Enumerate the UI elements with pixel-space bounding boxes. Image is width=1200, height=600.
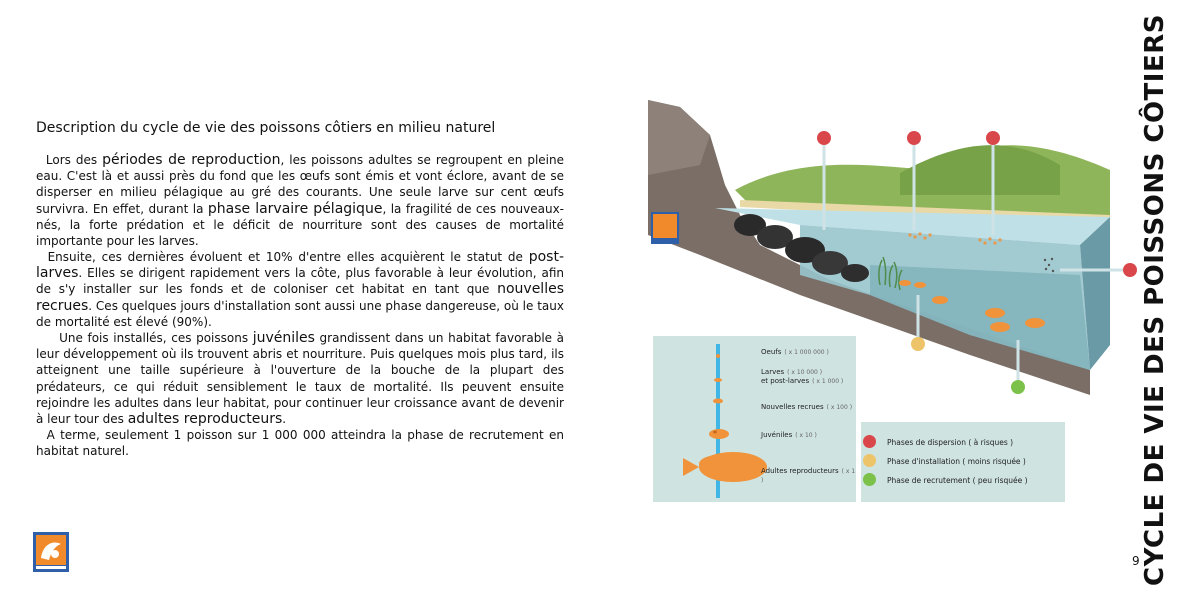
phase-label: Phases de dispersion ( à risques )	[887, 438, 1014, 447]
installation-dot-icon	[863, 454, 876, 467]
text: Lors des	[45, 153, 103, 167]
stage-label: et post-larves	[761, 377, 810, 385]
text: Une fois installés, ces poissons	[59, 331, 253, 345]
stage-label: Nouvelles recrues	[761, 403, 824, 411]
text: , la fragilité de ces nouveaux-nés, la forte prédation et le déficit de nourriture sont des causes de mortalité importante pour les larves.	[36, 201, 565, 249]
text: . Elles se dirigent rapidement vers la côte, plus favorable à leur évolution, afin de s'y installer sur les fonds et de coloniser cet habitat en tant que	[36, 266, 564, 297]
phase-label: Phase d'installation ( moins risquée )	[887, 457, 1026, 466]
text: grandissent dans un habitat favorable à leur développement où ils trouvent abris et nourriture. Puis quelques mois plus tard, ils atteignent une taille supérieure à l'ouverture de la bouche de la plupart des prédateurs, ce qui réduit sensiblement le taux de mortalité. Ils peuvent ensuite rejoindre les adultes dans leur habitat, pour continuer leur croissance avant de devenir à leur tour des	[36, 331, 565, 427]
stage-label: Juvéniles	[761, 431, 793, 439]
keyword-juveniles: juvéniles	[252, 330, 315, 346]
phase-row	[887, 457, 1026, 466]
phase-label: Phase de recrutement ( peu risquée )	[887, 476, 1028, 485]
stage-label: Adultes reproducteurs	[761, 467, 839, 475]
paragraph-reproduction	[36, 152, 564, 249]
recruitment-dot-icon	[863, 473, 876, 486]
paragraph-post-larvae	[36, 249, 564, 330]
stage-multiplier: ( x 1 )	[761, 468, 856, 484]
life-stages-legend	[653, 336, 856, 502]
phase-row	[887, 438, 1013, 447]
stage-multiplier: ( x 10 000 )	[787, 369, 823, 376]
dispersion-dot-icon	[863, 435, 876, 448]
stage-multiplier: ( x 1 000 )	[812, 378, 844, 385]
keyword-adults: adultes reproducteurs	[127, 411, 283, 428]
stage-multiplier: ( x 100 )	[826, 404, 853, 411]
side-title: CYCLE DE VIE DES POISSONS CÔTIERS	[1140, 14, 1170, 586]
paragraph-conclusion	[36, 427, 564, 459]
stage-multiplier: ( x 1 000 000 )	[784, 349, 829, 356]
page-number: 9	[1132, 554, 1140, 568]
keyword-post-larvae: post-larves	[36, 249, 564, 282]
keyword-new-recruits: nouvelles recrues	[36, 281, 564, 314]
text: , les poissons adultes se regroupent en pleine eau. C'est là et aussi près du fond que les œufs sont émis et vont éclore, avant de se disperser en milieu pélagique au gré des courants. Une seule larve sur cent œufs survivra. En effet, durant la	[36, 153, 564, 216]
phase-row	[887, 476, 1028, 485]
stage-label: Oeufs	[761, 348, 782, 356]
stage-multiplier: ( x 10 )	[795, 432, 817, 439]
section-heading: Description du cycle de vie des poissons côtiers en milieu naturel	[36, 120, 496, 136]
text: . Ces quelques jours d'installation sont aussi une phase dangereuse, où le taux de mortalité est élevé (90%).	[36, 298, 564, 329]
publisher-logo	[33, 532, 69, 572]
text: Ensuite, ces dernières évoluent et 10% d'entre elles acquièrent le statut de	[47, 250, 529, 264]
stage-label: Larves	[761, 368, 785, 376]
text: A terme, seulement 1 poisson sur 1 000 000 atteindra la phase de recrutement en habitat naturel.	[36, 428, 564, 459]
keyword-larval-phase: phase larvaire pélagique	[207, 200, 383, 217]
phase-key-legend	[861, 422, 1065, 502]
paragraph-juveniles	[36, 330, 564, 427]
keyword-reproduction: périodes de reproduction	[102, 152, 281, 168]
text: .	[282, 412, 287, 427]
